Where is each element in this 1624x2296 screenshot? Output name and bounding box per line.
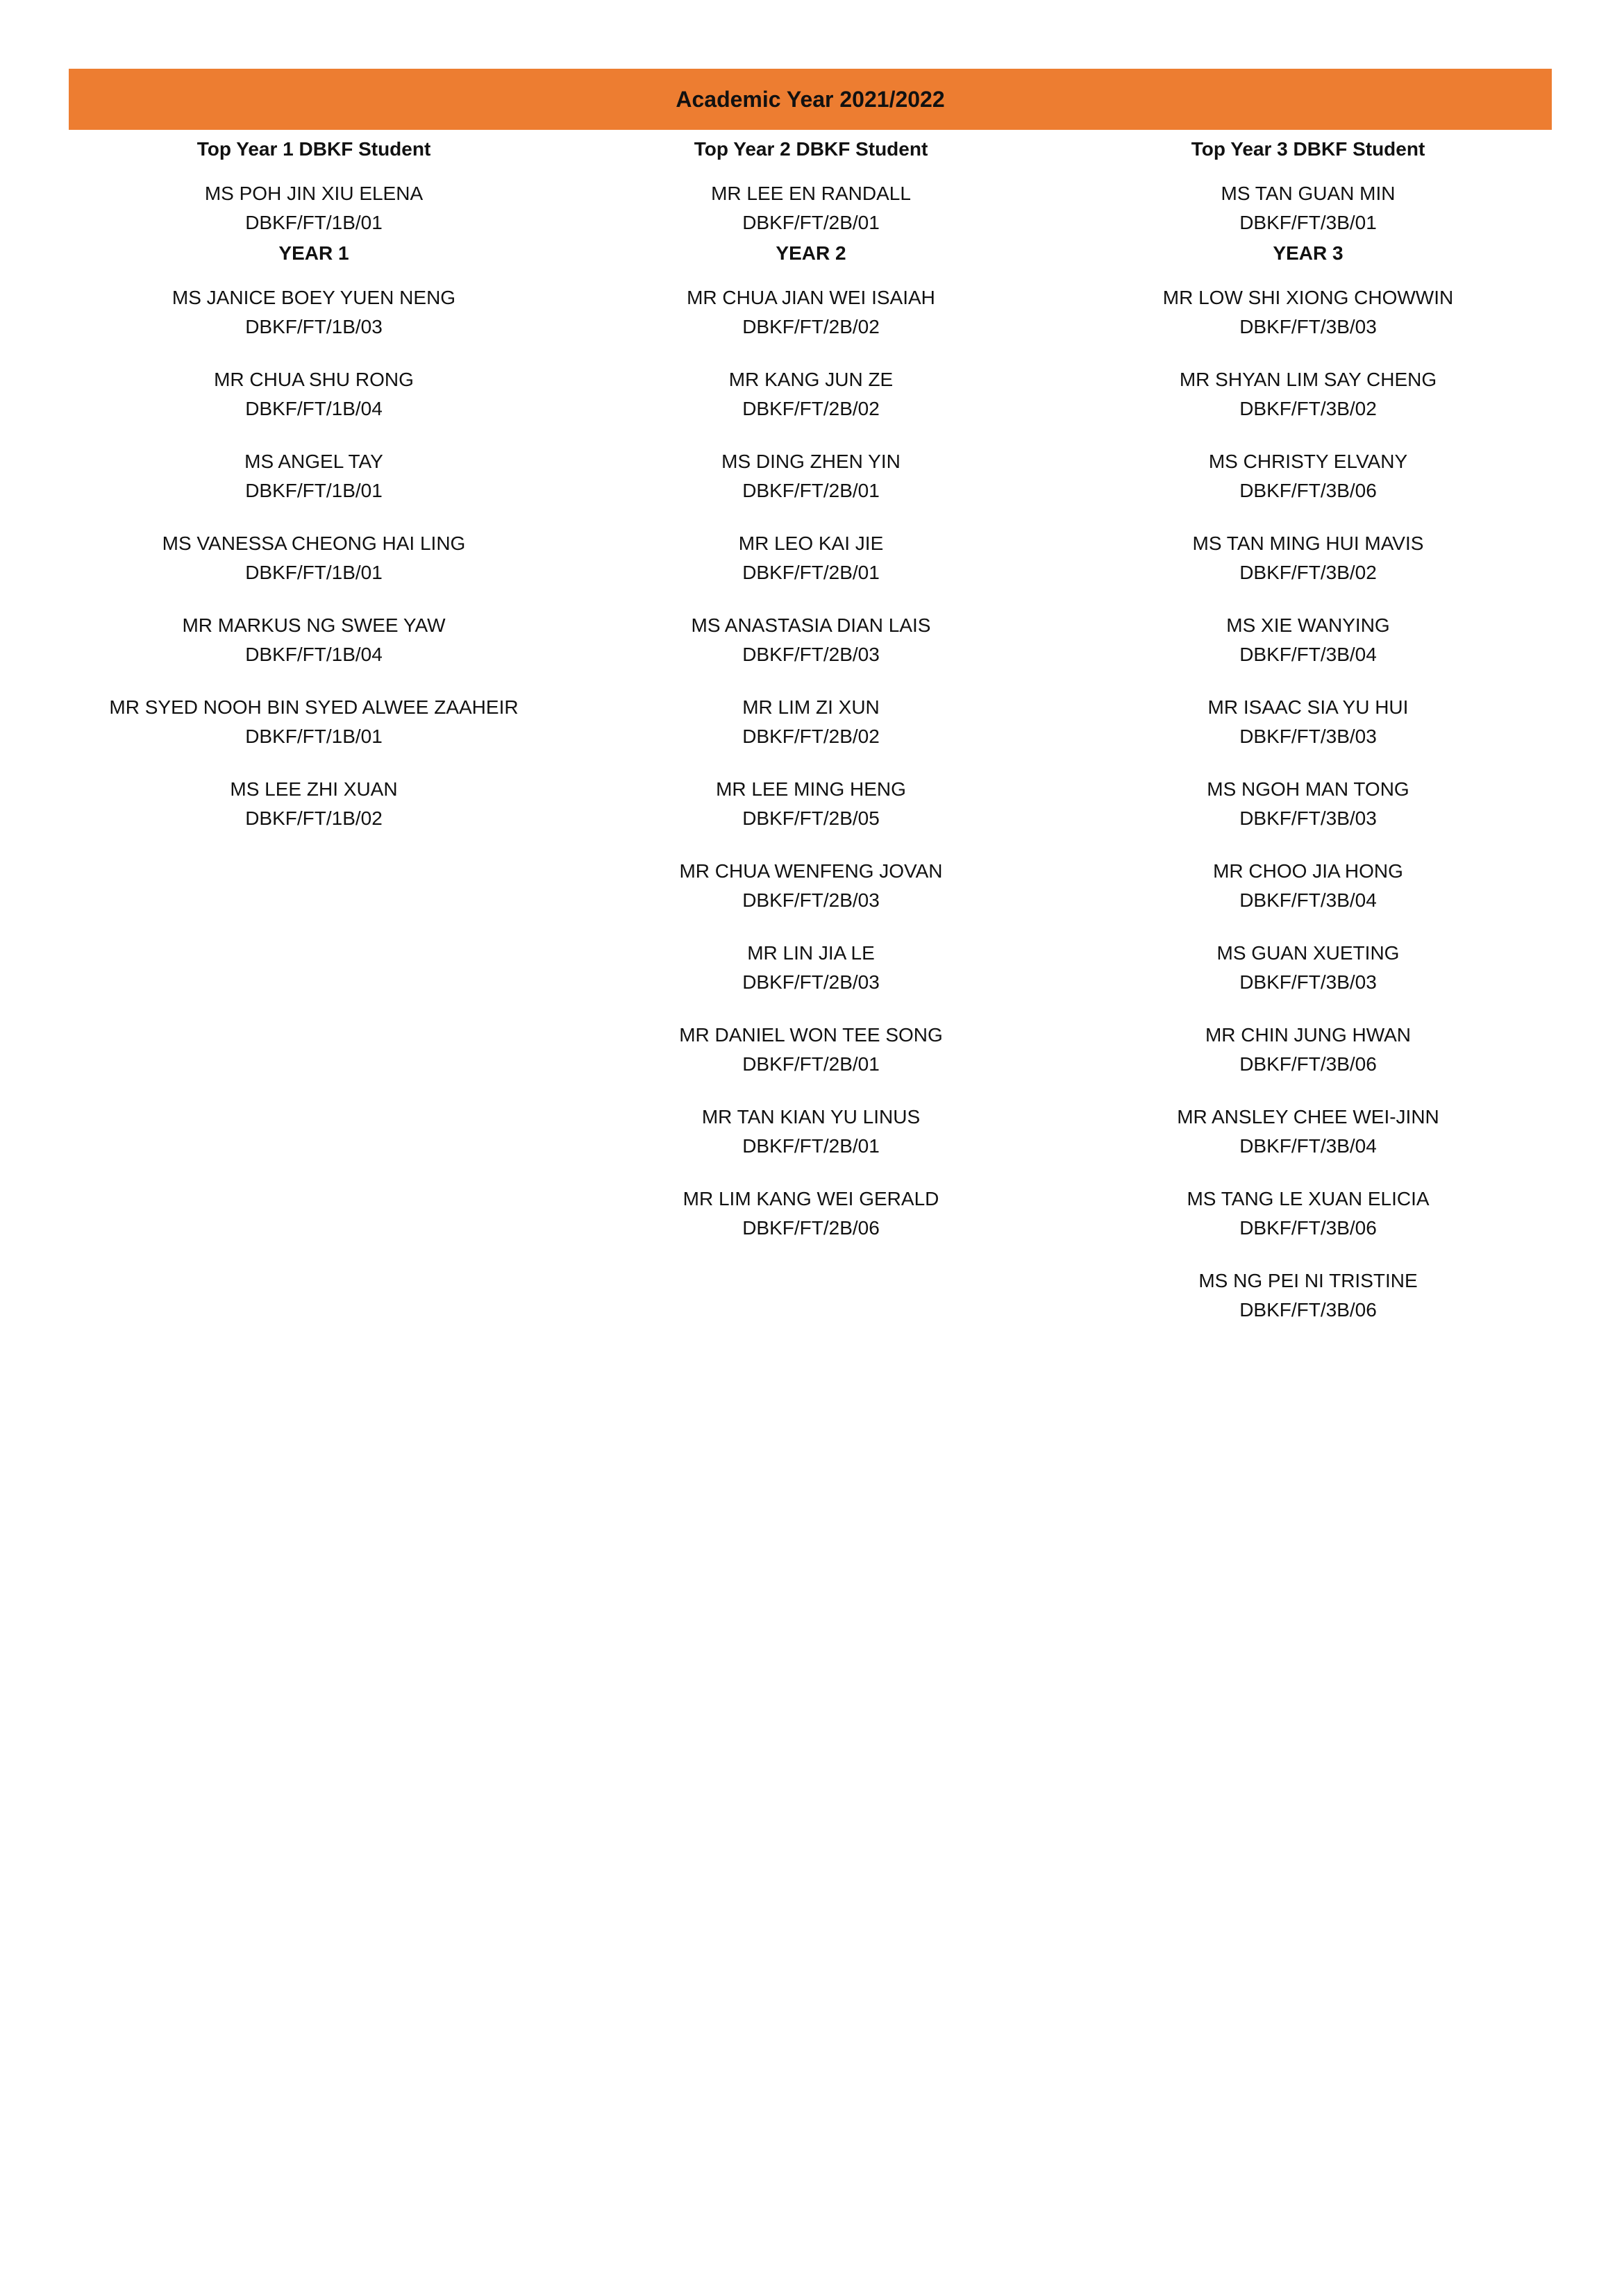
student-class-code: DBKF/FT/2B/05 xyxy=(742,807,880,829)
student-class-code: DBKF/FT/3B/06 xyxy=(1239,480,1377,501)
student-class-code: DBKF/FT/1B/03 xyxy=(245,316,383,337)
student-class-code: DBKF/FT/3B/06 xyxy=(1239,1053,1377,1075)
student-entry xyxy=(561,1103,1061,1184)
student-name: MR LIM ZI XUN xyxy=(742,696,880,718)
student-class-code: DBKF/FT/1B/04 xyxy=(245,644,383,665)
student-entry xyxy=(1058,447,1558,529)
student-entry xyxy=(561,611,1061,693)
student-class-code: DBKF/FT/2B/01 xyxy=(742,480,880,501)
student-entry xyxy=(64,693,564,775)
student-list xyxy=(561,283,1061,1266)
student-class-code: DBKF/FT/2B/03 xyxy=(742,971,880,993)
student-name: MR ANSLEY CHEE WEI-JINN xyxy=(1177,1106,1439,1128)
student-class-code: DBKF/FT/2B/01 xyxy=(742,562,880,583)
student-name: MR DANIEL WON TEE SONG xyxy=(679,1024,943,1046)
student-entry xyxy=(1058,857,1558,939)
student-name: MS TANG LE XUAN ELICIA xyxy=(1187,1188,1430,1209)
student-entry xyxy=(64,447,564,529)
student-name: MS NGOH MAN TONG xyxy=(1207,778,1409,800)
student-entry xyxy=(1058,529,1558,611)
student-class-code: DBKF/FT/3B/04 xyxy=(1239,1135,1377,1157)
student-name: MS VANESSA CHEONG HAI LING xyxy=(162,533,466,554)
student-name: MR CHUA WENFENG JOVAN xyxy=(679,860,943,882)
student-name: MR SHYAN LIM SAY CHENG xyxy=(1179,369,1437,390)
top-student-code: DBKF/FT/2B/01 xyxy=(742,212,880,233)
student-entry xyxy=(561,857,1061,939)
year-heading: YEAR 1 xyxy=(278,242,349,264)
student-name: MS ANASTASIA DIAN LAIS xyxy=(691,614,931,636)
student-name: MR KANG JUN ZE xyxy=(728,369,894,390)
student-name: MR LOW SHI XIONG CHOWWIN xyxy=(1162,287,1454,308)
student-name: MR CHOO JIA HONG xyxy=(1213,860,1403,882)
year-heading: YEAR 2 xyxy=(776,242,846,264)
student-entry xyxy=(561,775,1061,857)
student-class-code: DBKF/FT/3B/02 xyxy=(1239,562,1377,583)
student-class-code: DBKF/FT/2B/02 xyxy=(742,398,880,419)
student-class-code: DBKF/FT/3B/04 xyxy=(1239,889,1377,911)
student-class-code: DBKF/FT/1B/01 xyxy=(245,562,383,583)
student-entry xyxy=(1058,1103,1558,1184)
student-class-code: DBKF/FT/2B/06 xyxy=(742,1217,880,1239)
student-name: MS JANICE BOEY YUEN NENG xyxy=(171,287,456,308)
student-class-code: DBKF/FT/3B/04 xyxy=(1239,644,1377,665)
top-student-heading: Top Year 1 DBKF Student xyxy=(196,138,431,160)
student-entry xyxy=(561,1021,1061,1103)
student-entry xyxy=(561,283,1061,365)
top-student-heading: Top Year 2 DBKF Student xyxy=(694,138,928,160)
year-1-column xyxy=(64,133,564,857)
student-name: MR LEE MING HENG xyxy=(716,778,906,800)
top-student xyxy=(1058,179,1558,237)
student-name: MS CHRISTY ELVANY xyxy=(1208,451,1408,472)
student-entry xyxy=(64,283,564,365)
header-bar xyxy=(69,69,1552,130)
top-student xyxy=(64,179,564,237)
student-name: MS NG PEI NI TRISTINE xyxy=(1198,1270,1418,1291)
student-entry xyxy=(1058,693,1558,775)
student-entry xyxy=(1058,1184,1558,1266)
student-entry xyxy=(561,447,1061,529)
student-entry xyxy=(64,529,564,611)
student-entry xyxy=(1058,1021,1558,1103)
top-student-heading: Top Year 3 DBKF Student xyxy=(1191,138,1425,160)
page-title: Academic Year 2021/2022 xyxy=(676,86,945,112)
student-class-code: DBKF/FT/3B/03 xyxy=(1239,726,1377,747)
student-name: MR LIM KANG WEI GERALD xyxy=(683,1188,939,1209)
student-name: MR MARKUS NG SWEE YAW xyxy=(182,614,446,636)
student-class-code: DBKF/FT/1B/01 xyxy=(245,480,383,501)
student-entry xyxy=(1058,939,1558,1021)
student-entry xyxy=(64,611,564,693)
top-student-name: MS POH JIN XIU ELENA xyxy=(204,183,424,204)
student-class-code: DBKF/FT/2B/01 xyxy=(742,1053,880,1075)
student-class-code: DBKF/FT/2B/02 xyxy=(742,316,880,337)
student-name: MR TAN KIAN YU LINUS xyxy=(701,1106,921,1128)
top-student-code: DBKF/FT/1B/01 xyxy=(245,212,383,233)
student-name: MS TAN MING HUI MAVIS xyxy=(1192,533,1424,554)
student-list xyxy=(64,283,564,857)
student-class-code: DBKF/FT/3B/03 xyxy=(1239,316,1377,337)
student-entry xyxy=(1058,283,1558,365)
student-entry xyxy=(1058,611,1558,693)
student-name: MR CHIN JUNG HWAN xyxy=(1205,1024,1412,1046)
year-2-column xyxy=(561,133,1061,1266)
student-name: MR CHUA JIAN WEI ISAIAH xyxy=(687,287,935,308)
top-student-name: MR LEE EN RANDALL xyxy=(711,183,911,204)
student-name: MS XIE WANYING xyxy=(1226,614,1390,636)
student-class-code: DBKF/FT/1B/01 xyxy=(245,726,383,747)
top-student xyxy=(561,179,1061,237)
student-class-code: DBKF/FT/3B/02 xyxy=(1239,398,1377,419)
student-name: MS LEE ZHI XUAN xyxy=(230,778,398,800)
student-class-code: DBKF/FT/2B/03 xyxy=(742,644,880,665)
student-name: MR LIN JIA LE xyxy=(747,942,875,964)
student-class-code: DBKF/FT/1B/02 xyxy=(245,807,383,829)
student-name: MS DING ZHEN YIN xyxy=(721,451,901,472)
student-class-code: DBKF/FT/3B/06 xyxy=(1239,1217,1377,1239)
top-student-code: DBKF/FT/3B/01 xyxy=(1239,212,1377,233)
student-entry xyxy=(1058,1266,1558,1348)
student-name: MS ANGEL TAY xyxy=(244,451,383,472)
student-name: MR SYED NOOH BIN SYED ALWEE ZAAHEIR xyxy=(109,696,519,718)
student-entry xyxy=(64,775,564,857)
student-class-code: DBKF/FT/3B/03 xyxy=(1239,971,1377,993)
student-entry xyxy=(561,939,1061,1021)
student-class-code: DBKF/FT/2B/02 xyxy=(742,726,880,747)
student-name: MR CHUA SHU RONG xyxy=(214,369,414,390)
student-class-code: DBKF/FT/1B/04 xyxy=(245,398,383,419)
student-class-code: DBKF/FT/3B/03 xyxy=(1239,807,1377,829)
student-list xyxy=(1058,283,1558,1348)
student-entry xyxy=(561,365,1061,447)
top-student-name: MS TAN GUAN MIN xyxy=(1221,183,1396,204)
student-class-code: DBKF/FT/2B/01 xyxy=(742,1135,880,1157)
student-entry xyxy=(561,1184,1061,1266)
year-heading: YEAR 3 xyxy=(1273,242,1343,264)
student-entry xyxy=(1058,365,1558,447)
student-class-code: DBKF/FT/2B/03 xyxy=(742,889,880,911)
year-3-column xyxy=(1058,133,1558,1348)
student-name: MR LEO KAI JIE xyxy=(738,533,884,554)
student-name: MR ISAAC SIA YU HUI xyxy=(1207,696,1409,718)
student-entry xyxy=(561,529,1061,611)
student-entry xyxy=(1058,775,1558,857)
student-class-code: DBKF/FT/3B/06 xyxy=(1239,1299,1377,1321)
student-entry xyxy=(561,693,1061,775)
student-entry xyxy=(64,365,564,447)
student-name: MS GUAN XUETING xyxy=(1216,942,1400,964)
